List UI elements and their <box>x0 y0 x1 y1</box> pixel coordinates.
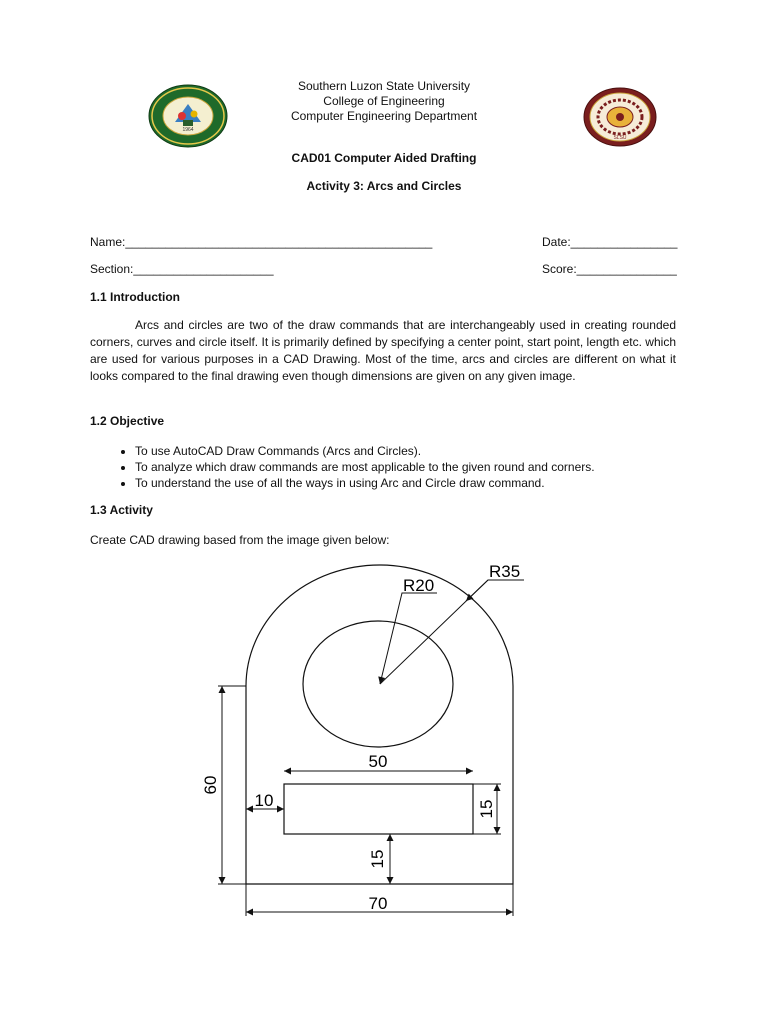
name-field[interactable]: Name:______________________________________________ <box>90 235 433 249</box>
objective-heading: 1.2 Objective <box>90 414 165 428</box>
score-field[interactable]: Score:_______________ <box>542 262 677 276</box>
r20-label: R20 <box>403 576 435 595</box>
university-name: Southern Luzon State University <box>297 79 471 93</box>
course-title: CAD01 Computer Aided Drafting <box>291 151 477 165</box>
section-field[interactable]: Section:_____________________ <box>90 262 274 276</box>
dim-50-label: 50 <box>368 752 388 771</box>
intro-paragraph: Arcs and circles are two of the draw commands that are interchangeably used in creating rounded corners, curves and circle itself. It is primarily defined by specifying a center point, start point, length etc. which are used for various purposes in a CAD Drawing. Most of the time, arcs and circles are different on what it looks compared to the final drawing even though dimensions are given on any given image. <box>90 318 676 383</box>
objective-item: • To use AutoCAD Draw Commands (Arcs and Circles). <box>135 443 595 459</box>
objective-item: • To understand the use of all the ways in using Arc and Circle draw command. <box>135 475 595 491</box>
dim-15-bottom-label: 15 <box>368 849 387 869</box>
inner-circle <box>303 621 453 747</box>
slot-rectangle <box>284 784 473 834</box>
activity-heading: 1.3 Activity <box>90 503 153 517</box>
r35-arrow <box>466 580 488 601</box>
activity-instruction: Create CAD drawing based from the image given below: <box>90 533 390 547</box>
department-name: Computer Engineering Department <box>290 109 478 123</box>
seal-bottom-text: SLSU <box>613 135 627 141</box>
dim-15-right-label: 15 <box>477 799 496 819</box>
r35-label: R35 <box>489 562 521 581</box>
dim-10-label: 10 <box>254 791 274 810</box>
part-outline <box>246 565 513 884</box>
dim-60-label: 60 <box>201 775 220 795</box>
date-field[interactable]: Date:________________ <box>542 235 678 249</box>
college-name: College of Engineering <box>323 94 445 108</box>
seal-year: 1964 <box>182 127 194 133</box>
objective-item: • To analyze which draw commands are most applicable to the given round and corners. <box>135 459 595 475</box>
intro-heading: 1.1 Introduction <box>90 290 180 304</box>
activity-title: Activity 3: Arcs and Circles <box>306 179 462 193</box>
dim-70-label: 70 <box>368 894 388 913</box>
r20-leader <box>380 593 437 684</box>
